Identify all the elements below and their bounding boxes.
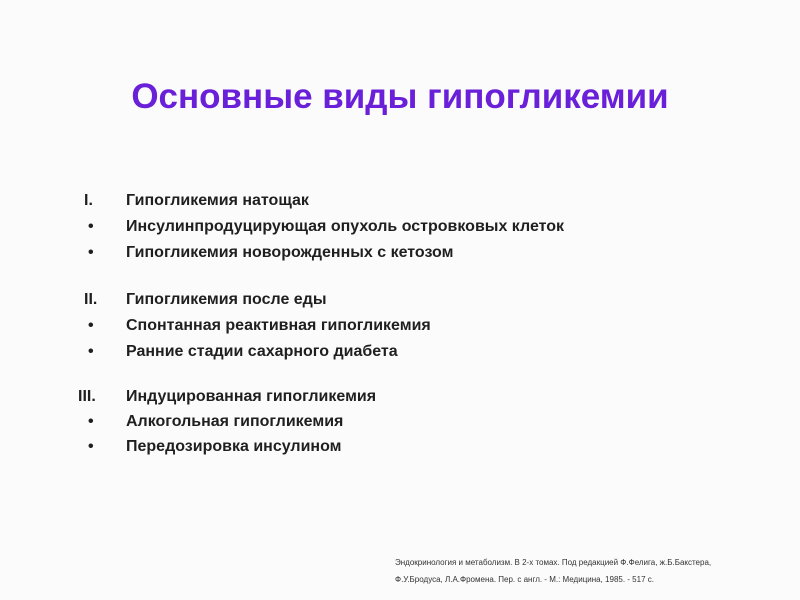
citation-line-1: Эндокринология и метаболизм. В 2-х томах. Под редакцией Ф.Фелига, ж.Б.Бакстера, — [395, 558, 712, 567]
slide-title: Основные виды гипогликемии — [131, 77, 669, 116]
bullet-icon: • — [88, 218, 94, 235]
section-numeral: III. — [78, 388, 96, 405]
list-item: Алкогольная гипогликемия — [126, 413, 344, 430]
section-numeral: I. — [84, 192, 93, 209]
bullet-icon: • — [88, 343, 94, 360]
bullet-icon: • — [88, 244, 94, 261]
list-item: Инсулинпродуцирующая опухоль островковых клеток — [126, 218, 565, 235]
citation-line-2: Ф.У.Бродуса, Л.А.Фромена. Пер. с англ. - М.: Медицина, 1985. - 517 с. — [395, 575, 654, 584]
section-heading: Гипогликемия после еды — [126, 291, 327, 308]
list-item: Ранние стадии сахарного диабета — [126, 343, 398, 360]
bullet-icon: • — [88, 413, 94, 430]
section-numeral: II. — [84, 291, 98, 308]
section-heading: Индуцированная гипогликемия — [126, 388, 377, 405]
section-heading: Гипогликемия натощак — [126, 192, 309, 209]
list-item: Гипогликемия новорожденных с кетозом — [126, 244, 454, 261]
list-item: Спонтанная реактивная гипогликемия — [126, 317, 431, 334]
list-item: Передозировка инсулином — [126, 438, 342, 455]
bullet-icon: • — [88, 438, 94, 455]
bullet-icon: • — [88, 317, 94, 334]
